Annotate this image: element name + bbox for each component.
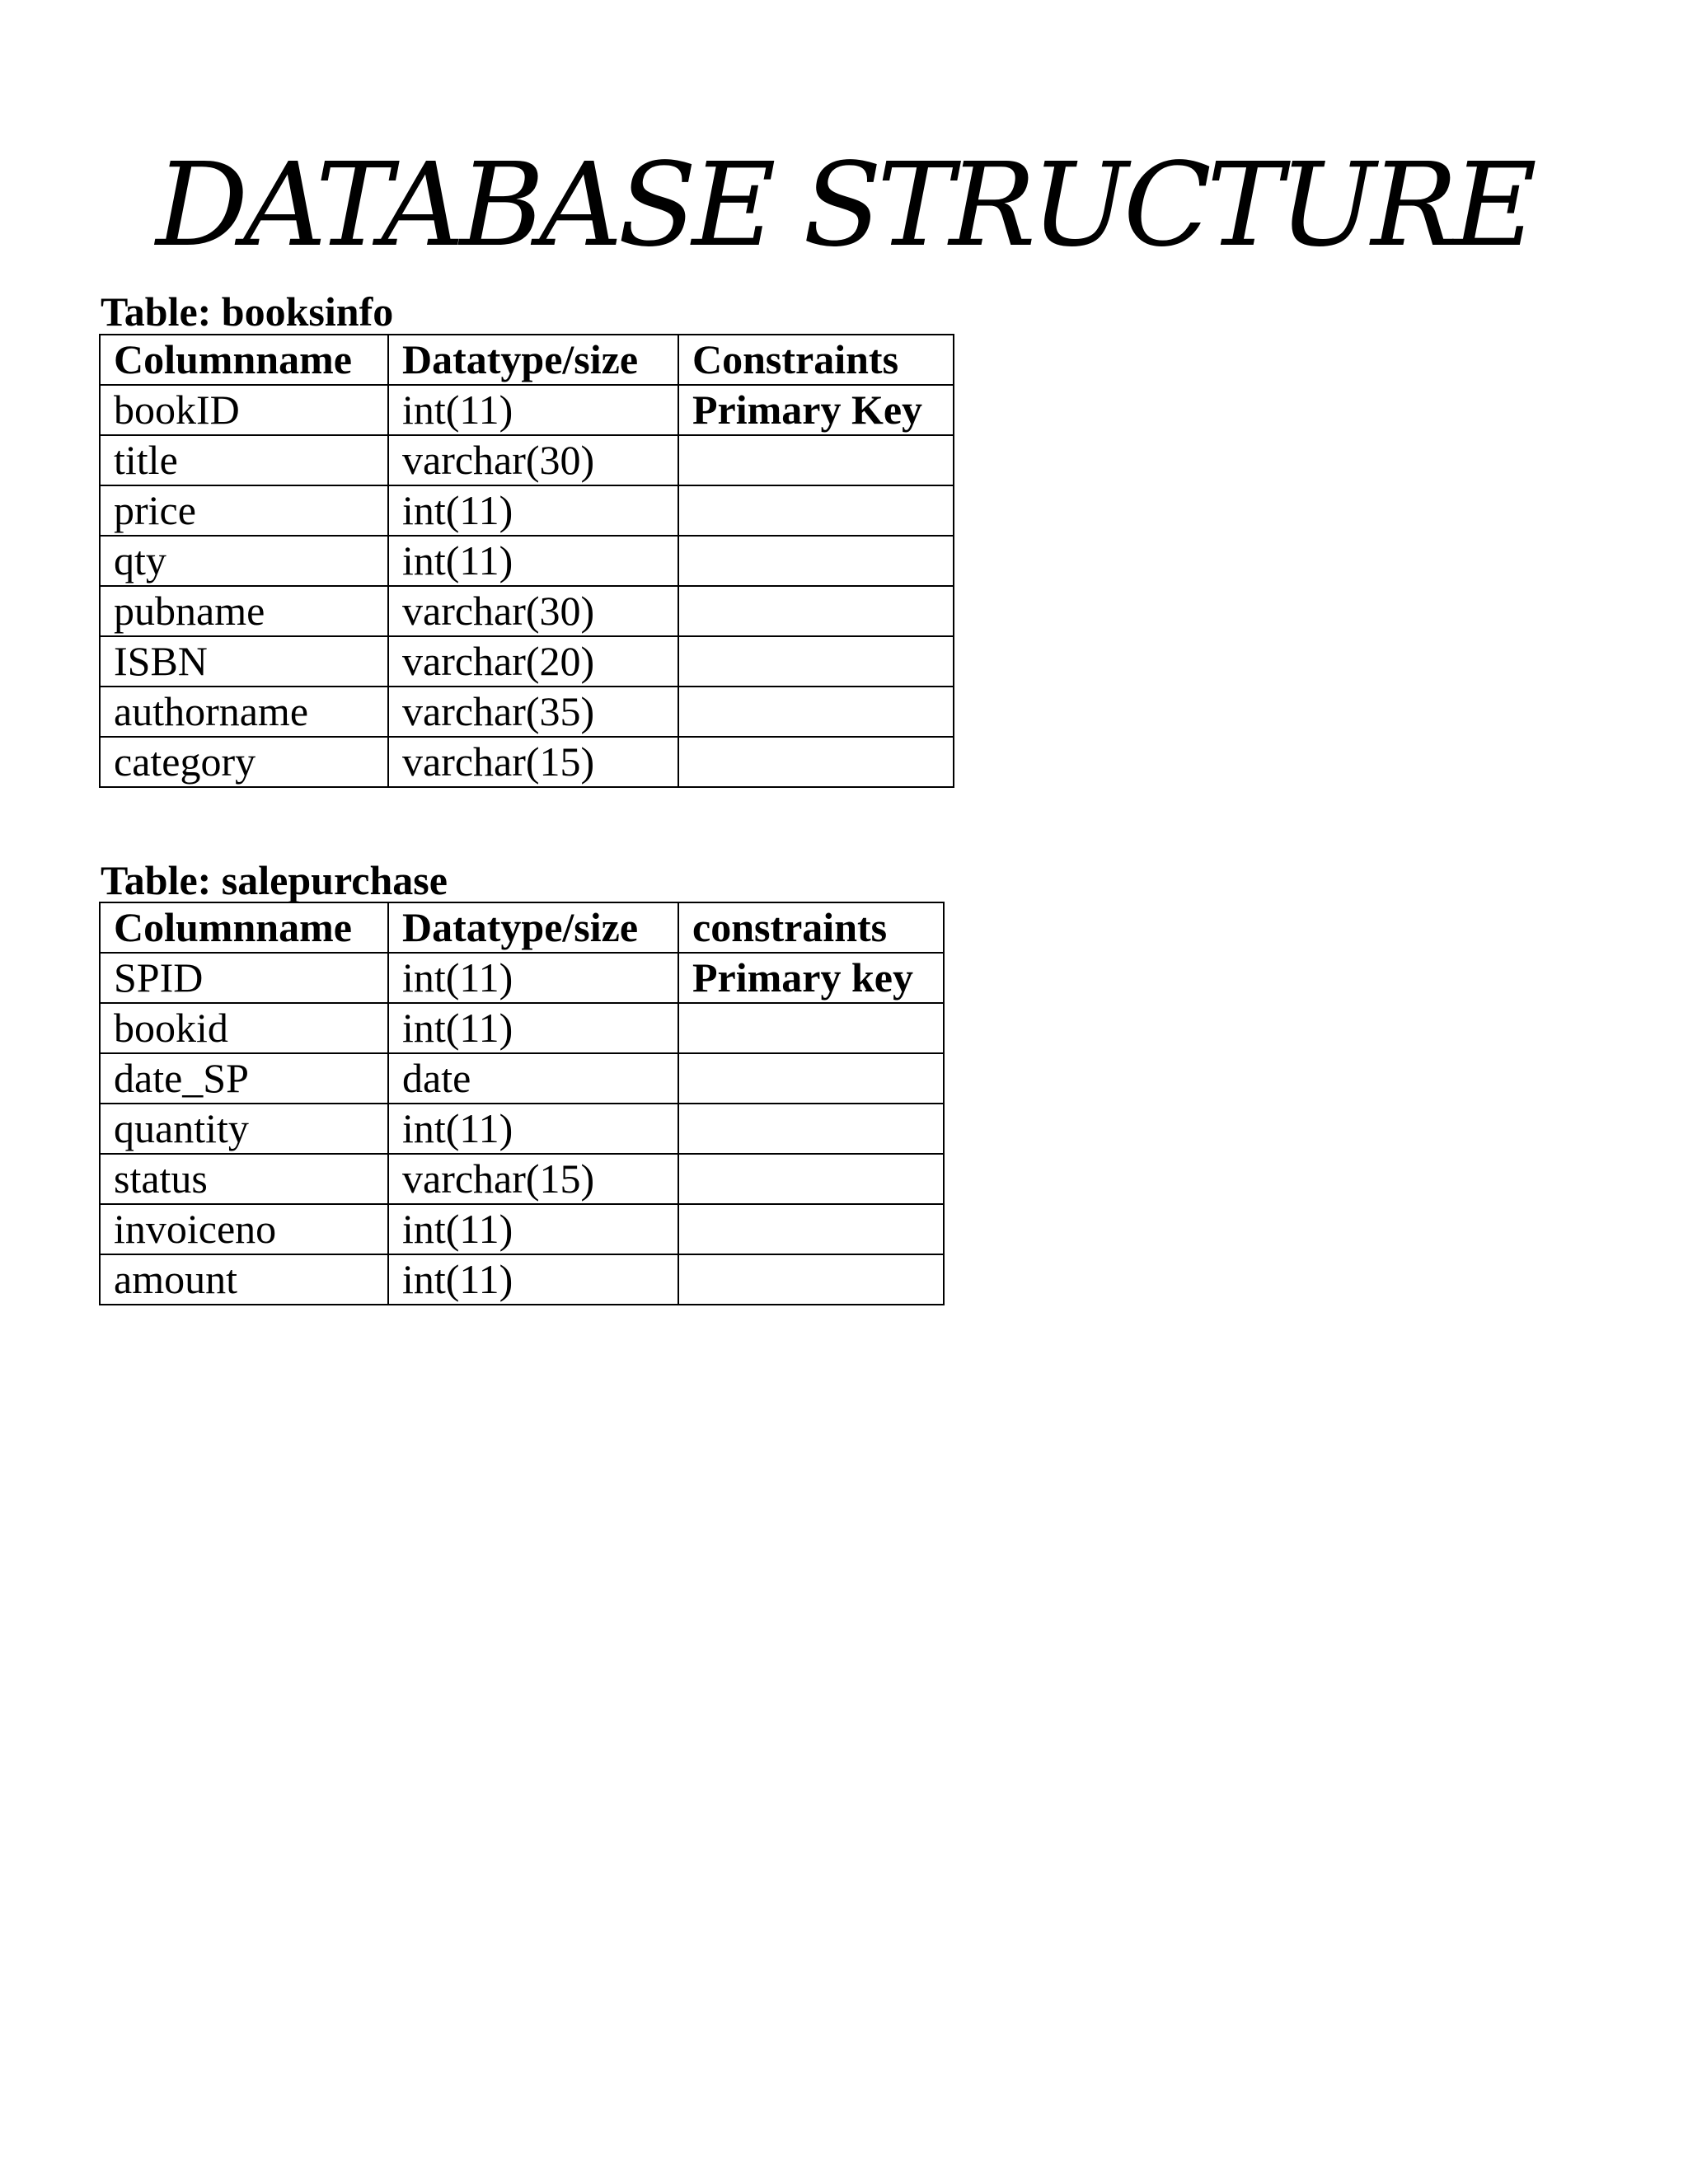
constraint-cell: Primary Key — [678, 385, 954, 435]
salepurchase-table — [99, 902, 945, 1305]
table-row — [100, 536, 954, 586]
datatype-cell: int(11) — [388, 385, 678, 435]
column-name-cell: date_SP — [100, 1053, 388, 1104]
header-cell: Datatype/size — [388, 335, 678, 385]
constraint-cell — [678, 485, 954, 536]
datatype-cell: varchar(35) — [388, 687, 678, 737]
column-name-cell: bookid — [100, 1003, 388, 1053]
table-row — [100, 1053, 944, 1104]
datatype-cell: varchar(15) — [388, 1154, 678, 1204]
column-name-cell: SPID — [100, 953, 388, 1003]
datatype-cell: int(11) — [388, 953, 678, 1003]
datatype-cell: int(11) — [388, 1204, 678, 1254]
column-name-cell: quantity — [100, 1104, 388, 1154]
datatype-cell: varchar(20) — [388, 636, 678, 687]
constraint-cell — [678, 636, 954, 687]
column-name-cell: title — [100, 435, 388, 485]
constraint-cell — [678, 1254, 944, 1305]
table-row — [100, 435, 954, 485]
column-name-cell: qty — [100, 536, 388, 586]
table-row — [100, 385, 954, 435]
table-caption-salepurchase: Table: salepurchase — [101, 857, 448, 903]
table-row — [100, 1154, 944, 1204]
datatype-cell: varchar(30) — [388, 435, 678, 485]
datatype-cell: int(11) — [388, 1254, 678, 1305]
column-name-cell: price — [100, 485, 388, 536]
table-row — [100, 737, 954, 787]
datatype-cell: int(11) — [388, 1003, 678, 1053]
column-name-cell: authorname — [100, 687, 388, 737]
constraint-cell — [678, 1053, 944, 1104]
table-row — [100, 636, 954, 687]
constraint-cell — [678, 1104, 944, 1154]
datatype-cell: varchar(15) — [388, 737, 678, 787]
header-cell: Columnname — [100, 335, 388, 385]
datatype-cell: varchar(30) — [388, 586, 678, 636]
booksinfo-table — [99, 334, 954, 788]
page-title: DATABASE STRUCTURE — [156, 138, 1532, 273]
datatype-cell: int(11) — [388, 485, 678, 536]
table-row — [100, 953, 944, 1003]
constraint-cell: Primary key — [678, 953, 944, 1003]
header-cell: Columnname — [100, 902, 388, 953]
header-cell: Datatype/size — [388, 902, 678, 953]
datatype-cell: int(11) — [388, 1104, 678, 1154]
table-row — [100, 1204, 944, 1254]
table-caption-booksinfo: Table: booksinfo — [101, 288, 394, 335]
table-row — [100, 586, 954, 636]
datatype-cell: int(11) — [388, 536, 678, 586]
constraint-cell — [678, 1204, 944, 1254]
table-row — [100, 1104, 944, 1154]
table-header-row — [100, 335, 954, 385]
column-name-cell: invoiceno — [100, 1204, 388, 1254]
header-cell: Constraints — [678, 335, 954, 385]
constraint-cell — [678, 737, 954, 787]
table-row — [100, 1254, 944, 1305]
table-row — [100, 687, 954, 737]
column-name-cell: ISBN — [100, 636, 388, 687]
datatype-cell: date — [388, 1053, 678, 1104]
constraint-cell — [678, 435, 954, 485]
constraint-cell — [678, 536, 954, 586]
table-header-row — [100, 902, 944, 953]
constraint-cell — [678, 687, 954, 737]
column-name-cell: amount — [100, 1254, 388, 1305]
column-name-cell: bookID — [100, 385, 388, 435]
table-row — [100, 485, 954, 536]
column-name-cell: pubname — [100, 586, 388, 636]
constraint-cell — [678, 586, 954, 636]
constraint-cell — [678, 1154, 944, 1204]
header-cell: constraints — [678, 902, 944, 953]
constraint-cell — [678, 1003, 944, 1053]
column-name-cell: status — [100, 1154, 388, 1204]
column-name-cell: category — [100, 737, 388, 787]
table-row — [100, 1003, 944, 1053]
